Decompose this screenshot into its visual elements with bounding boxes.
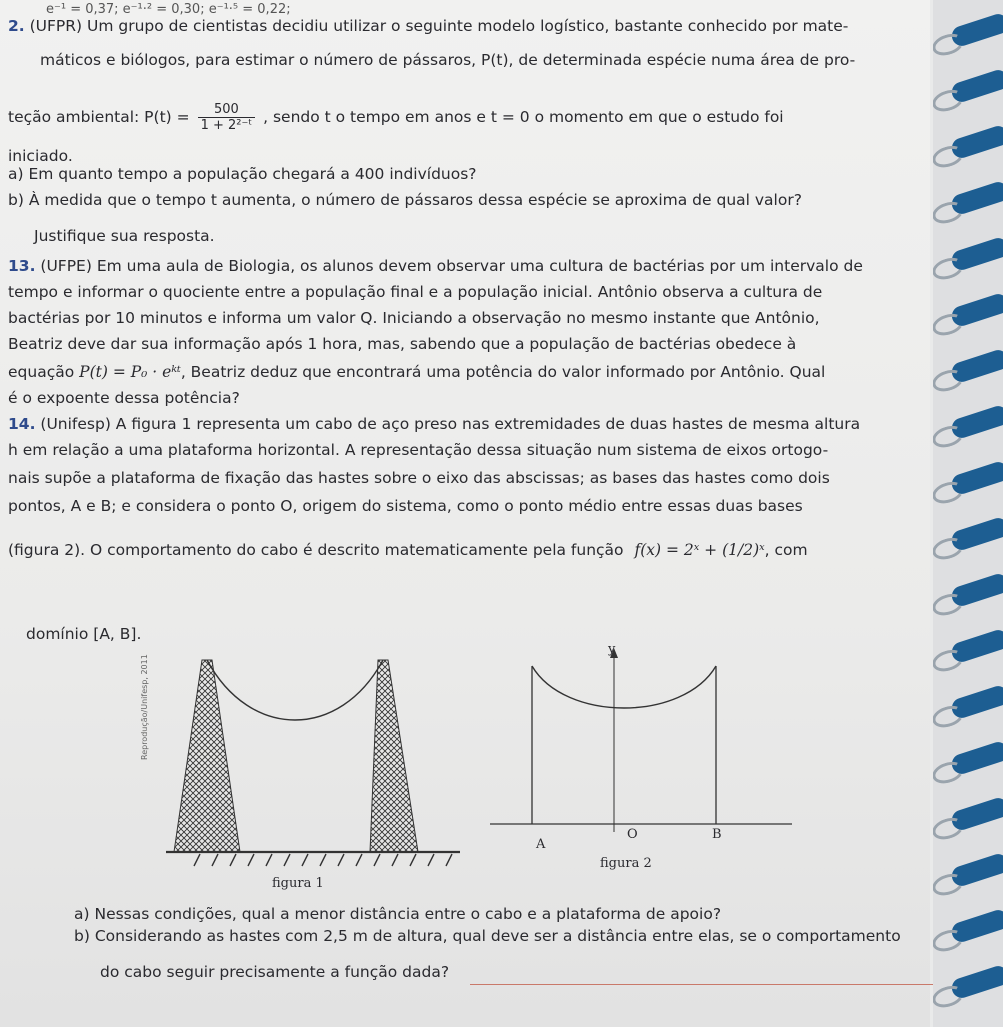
underline-mark — [470, 984, 945, 985]
ring — [949, 796, 1003, 833]
point-b-label: B — [712, 827, 722, 842]
steel-cable — [207, 660, 383, 720]
platform-hatching — [194, 854, 452, 866]
q14-number: 14. — [8, 415, 36, 433]
header-fragment: e⁻¹ = 0,37; e⁻¹·² = 0,30; e⁻¹·⁵ = 0,22; — [46, 2, 291, 17]
ring — [949, 404, 1003, 441]
q2-item-a: a) Em quanto tempo a população chegará a 400 indivíduos? — [8, 165, 477, 183]
axis-y-label: y — [608, 642, 616, 657]
q2-line4: iniciado. — [8, 147, 73, 165]
ring — [949, 68, 1003, 105]
q14-line2: h em relação a uma plataforma horizontal. A representação dessa situação num sistema de eixos ortogo- — [8, 441, 829, 459]
figure-2-caption: figura 2 — [600, 856, 652, 871]
ring — [949, 628, 1003, 665]
ring — [949, 348, 1003, 385]
q14-line6: domínio [A, B]. — [26, 625, 142, 643]
ring — [949, 964, 1003, 1001]
q2-line3: teção ambiental: P(t) = $\frac{500}{\text{1 + 2²⁻ᵗ}}$ , sendo t o tempo em anos e t = 0 o momento em que o estudo foi — [8, 102, 784, 133]
ring — [949, 684, 1003, 721]
q13-equation: P(t) = P₀ · eᵏᵗ — [79, 363, 181, 381]
q13-line4: Beatriz deve dar sua informação após 1 hora, mas, sabendo que a população de bactérias obedece à — [8, 335, 797, 353]
figure-1-credit: Reprodução/Unifesp, 2011 — [140, 654, 149, 760]
q13-line6: é o expoente dessa potência? — [8, 389, 240, 407]
ring — [949, 236, 1003, 273]
q2-line2: máticos e biólogos, para estimar o número de pássaros, P(t), de determinada espécie numa área de pro- — [40, 51, 856, 69]
q2-item-b1: b) À medida que o tempo t aumenta, o número de pássaros dessa espécie se aproxima de qual valor? — [8, 191, 802, 209]
figure-2 — [490, 640, 800, 860]
left-tower — [174, 660, 240, 852]
ring — [949, 12, 1003, 49]
q14-line1: 14. (Unifesp) A figura 1 representa um cabo de aço preso nas extremidades de duas hastes de mesma altura — [8, 415, 861, 433]
q2-number: 2. — [8, 17, 25, 35]
figure-1-caption: figura 1 — [272, 876, 324, 891]
ring — [949, 852, 1003, 889]
ring — [949, 516, 1003, 553]
q13-line2: tempo e informar o quociente entre a população final e a população inicial. Antônio observa a cultura de — [8, 283, 823, 301]
point-o-label: O — [627, 827, 638, 842]
q14-line4: pontos, A e B; e considera o ponto O, origem do sistema, como o ponto médio entre essas duas bases — [8, 497, 803, 515]
q13-line5: equação P(t) = P₀ · eᵏᵗ, Beatriz deduz que encontrará uma potência do valor informado por Antônio. Qual — [8, 363, 826, 381]
q13-line1: 13. (UFPE) Em uma aula de Biologia, os alunos devem observar uma cultura de bactérias por um intervalo de — [8, 257, 863, 275]
right-tower — [370, 660, 418, 852]
ring — [949, 572, 1003, 609]
q14-line3: nais supõe a plataforma de fixação das hastes sobre o eixo das abscissas; as bases das hastes como dois — [8, 469, 830, 487]
ring — [949, 292, 1003, 329]
q14-line5: (figura 2). O comportamento do cabo é descrito matematicamente pela função f(x) = 2ˣ + (1/2)ˣ, com — [8, 541, 808, 559]
ring — [949, 908, 1003, 945]
point-a-label: A — [536, 837, 546, 852]
q2-line1: 2. (UFPR) Um grupo de cientistas decidiu utilizar o seguinte modelo logístico, bastante conhecido por mate- — [8, 17, 849, 35]
q14-item-b1: b) Considerando as hastes com 2,5 m de altura, qual deve ser a distância entre elas, se o comportamento — [74, 927, 901, 945]
q14-item-b2: do cabo seguir precisamente a função dada? — [100, 963, 450, 981]
q13-number: 13. — [8, 257, 36, 275]
ring — [949, 460, 1003, 497]
ring — [949, 180, 1003, 217]
q2-item-b2: Justifique sua resposta. — [34, 227, 215, 245]
ring — [949, 124, 1003, 161]
q14-item-a: a) Nessas condições, qual a menor distância entre o cabo e a plataforma de apoio? — [74, 905, 722, 923]
q14-function: f(x) = 2ˣ + (1/2)ˣ — [634, 541, 765, 559]
cable-curve — [532, 666, 716, 708]
q2-fraction: $\frac{500}{\text{1 + 2²⁻ᵗ}}$ — [198, 102, 256, 133]
figure-1 — [160, 640, 470, 900]
q13-line3: bactérias por 10 minutos e informa um valor Q. Iniciando a observação no mesmo instante que Antônio, — [8, 309, 820, 327]
spiral-binding — [933, 0, 1003, 1027]
ring — [949, 740, 1003, 777]
